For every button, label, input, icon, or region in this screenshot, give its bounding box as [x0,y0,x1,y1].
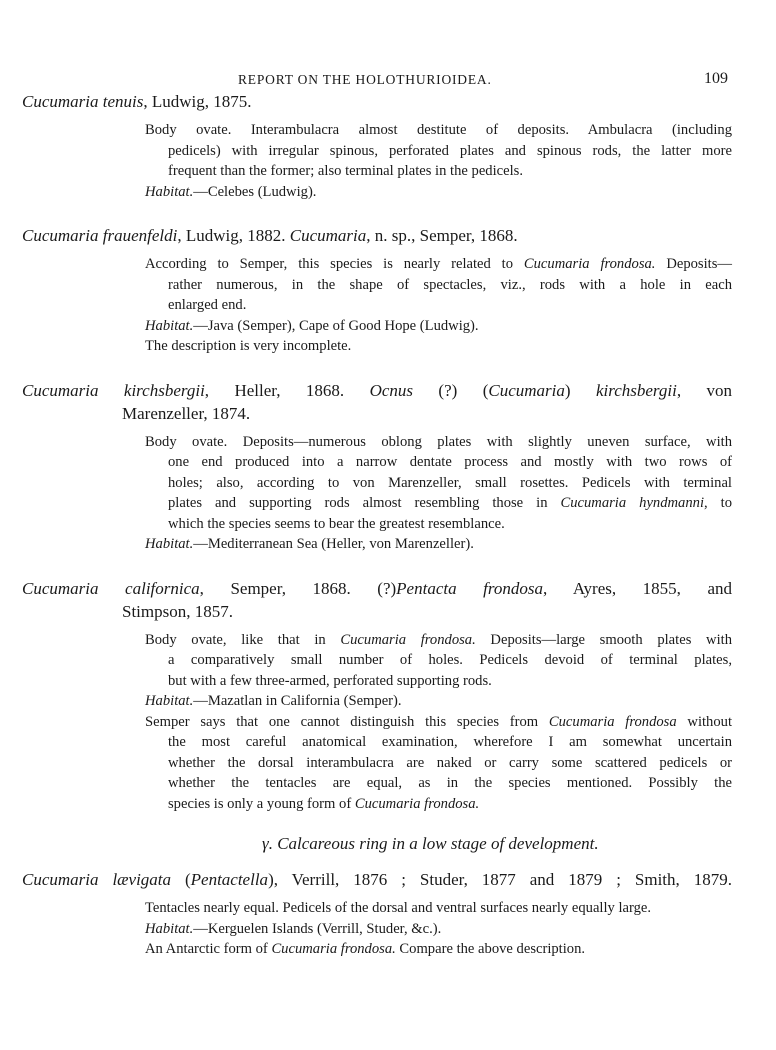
text-line [22,295,732,316]
text-line [22,732,732,753]
text-segment: The description is very incomplete. [145,338,352,354]
text-segment: , Ludwig, 1882. [177,226,290,245]
text-line [22,402,732,425]
text-line [22,432,732,453]
text-segment: , Ludwig, 1875. [143,92,252,111]
text-segment: , to [704,495,732,511]
text-segment: Body ovate, like that in [145,631,341,648]
italic-text: Pentactella [190,870,269,889]
text-segment: ( [171,870,191,889]
text-line [22,275,732,296]
text-segment: Deposits— [655,256,732,272]
running-header [0,70,776,90]
text-segment: Body ovate. Deposits—numerous oblong plates with slightly uneven surface, with [145,433,732,450]
text-segment: , n. sp., Semper, 1868. [366,226,518,245]
text-line [22,671,732,692]
italic-text: Cucumaria frondosa. [523,256,656,272]
subsection-heading: γ. Calcareous ring in a low stage of development. [262,834,599,853]
text-segment: —Mediterranean Sea (Heller, von Marenzeller). [193,536,474,552]
italic-text: Cucumaria frondosa. [340,631,476,648]
text-line [22,939,732,960]
text-line [22,919,732,940]
text-segment: Tentacles nearly equal. Pedicels of the dorsal and ventral surfaces nearly equally large. [145,900,652,916]
text-line [22,120,732,141]
text-segment: According to Semper, this species is nearly related to [145,256,524,272]
italic-text: Cucumaria kirchsbergii [22,380,205,400]
paragraph [22,919,732,940]
text-segment: plates and supporting rods almost resembling those in [168,495,561,511]
text-segment: one end produced into a narrow dentate process and mostly with two rows of [168,454,732,470]
text-segment: whether the tentacles are equal, as in the species mentioned. Possibly the [168,775,732,791]
text-segment: frequent than the former; also terminal plates in the pedicels. [168,163,523,179]
italic-text: Habitat. [145,536,194,552]
text-segment: the most careful anatomical examination, wherefore I am somewhat uncertain [168,734,732,750]
paragraph [22,630,732,692]
text-segment: ) [564,380,596,400]
species-heading [22,577,732,623]
text-line [22,773,732,794]
text-segment: Marenzeller, 1874. [122,403,251,423]
paragraph [22,691,732,712]
text-line [22,534,732,555]
text-segment: , Semper, 1868. (?) [199,578,397,598]
text-segment: —Mazatlan in California (Semper). [193,693,402,709]
italic-text: Cucumaria hyndmanni [560,495,704,511]
text-line [22,141,732,162]
italic-text: Habitat. [145,693,194,709]
paragraph [22,898,732,919]
text-line [22,336,732,357]
text-line [22,224,732,247]
text-segment: Semper says that one cannot distinguish this species from [145,713,549,730]
italic-text: Cucumaria frondosa [548,713,677,730]
paragraph [22,534,732,555]
text-line [22,161,732,182]
text-segment: pedicels) with irregular spinous, perforated plates and spinous rods, the latter more [168,142,732,159]
text-line [22,794,732,815]
text-line [22,90,732,113]
text-segment: Body ovate. Interambulacra almost destitute of deposits. Ambulacra (including [145,122,732,138]
page-number: 109 [704,70,728,87]
text-line [22,577,732,600]
text-segment: (?) ( [413,380,489,400]
italic-text: Cucumaria frondosa. [354,795,480,812]
species-heading [22,90,732,113]
species-entry [22,868,732,960]
italic-text: Cucumaria lævigata [22,870,172,889]
paragraph [22,254,732,316]
paragraph [22,316,732,337]
text-segment: Compare the above description. [395,941,586,957]
text-segment: An Antarctic form of [145,941,272,957]
text-segment: —Celebes (Ludwig). [193,183,317,200]
text-segment: —Java (Semper), Cape of Good Hope (Ludwig). [193,317,479,334]
paragraph [22,712,732,815]
text-segment: , Ayres, 1855, and [542,578,732,598]
page-content [22,90,732,960]
species-entry [22,90,732,202]
text-segment: which the species seems to bear the greatest resemblance. [168,515,505,532]
text-segment: holes; also, according to von Marenzeller, small rosettes. Pedicels with terminal [168,474,732,491]
text-line [22,630,732,651]
italic-text: Cucumaria californica [22,578,200,598]
text-segment: —Kerguelen Islands (Verrill, Studer, &c.). [193,920,442,937]
text-segment: rather numerous, in the shape of spectacles, viz., rods with a hole in each [168,276,732,293]
italic-text: Cucumaria tenuis [22,92,144,111]
text-segment: a comparatively small number of holes. Pedicels devoid of terminal plates, [168,652,732,668]
text-line [22,691,732,712]
text-segment: but with a few three-armed, perforated supporting rods. [168,672,492,689]
text-segment: , von [676,380,732,400]
paragraph [22,336,732,357]
text-segment: ), Verrill, 1876 ; Studer, 1877 and 1879 ; Smith, 1879. [268,870,732,889]
text-line [22,514,732,535]
italic-text: Cucumaria [488,380,565,400]
paragraph [22,182,732,203]
text-segment: without [676,713,733,730]
text-line [22,650,732,671]
text-line [22,600,732,623]
italic-text: Habitat. [145,183,194,200]
italic-text: Cucumaria [289,226,367,245]
text-segment: Deposits—large smooth plates with [475,631,732,648]
text-line [22,493,732,514]
species-entry [22,379,732,555]
species-heading [22,379,732,425]
species-entry [22,224,732,357]
text-segment: whether the dorsal interambulacra are naked or carry some scattered pedicels or [168,754,732,771]
italic-text: Cucumaria frauenfeldi [22,226,178,245]
text-line [22,182,732,203]
text-line [22,753,732,774]
text-line [22,379,732,402]
text-line [22,452,732,473]
text-line [22,712,732,733]
text-line [22,254,732,275]
paragraph [22,120,732,182]
italic-text: Pentacta frondosa [396,578,543,598]
text-segment: , Heller, 1868. [204,380,370,400]
italic-text: Habitat. [145,920,194,937]
running-title: REPORT ON THE HOLOTHURIOIDEA. [238,72,492,87]
species-heading [22,224,732,247]
italic-text: kirchsbergii [595,380,677,400]
text-line [22,316,732,337]
italic-text: Cucumaria frondosa. [271,941,396,957]
paragraph [22,432,732,535]
text-segment: Stimpson, 1857. [122,601,233,621]
text-segment: species is only a young form of [168,795,355,812]
text-segment: enlarged end. [168,297,247,313]
italic-text: Habitat. [145,317,194,334]
text-line [22,868,732,891]
paragraph [22,939,732,960]
italic-text: Ocnus [369,380,414,400]
text-line [22,898,732,919]
species-heading [22,868,732,891]
species-entry [22,577,732,815]
text-line [22,473,732,494]
